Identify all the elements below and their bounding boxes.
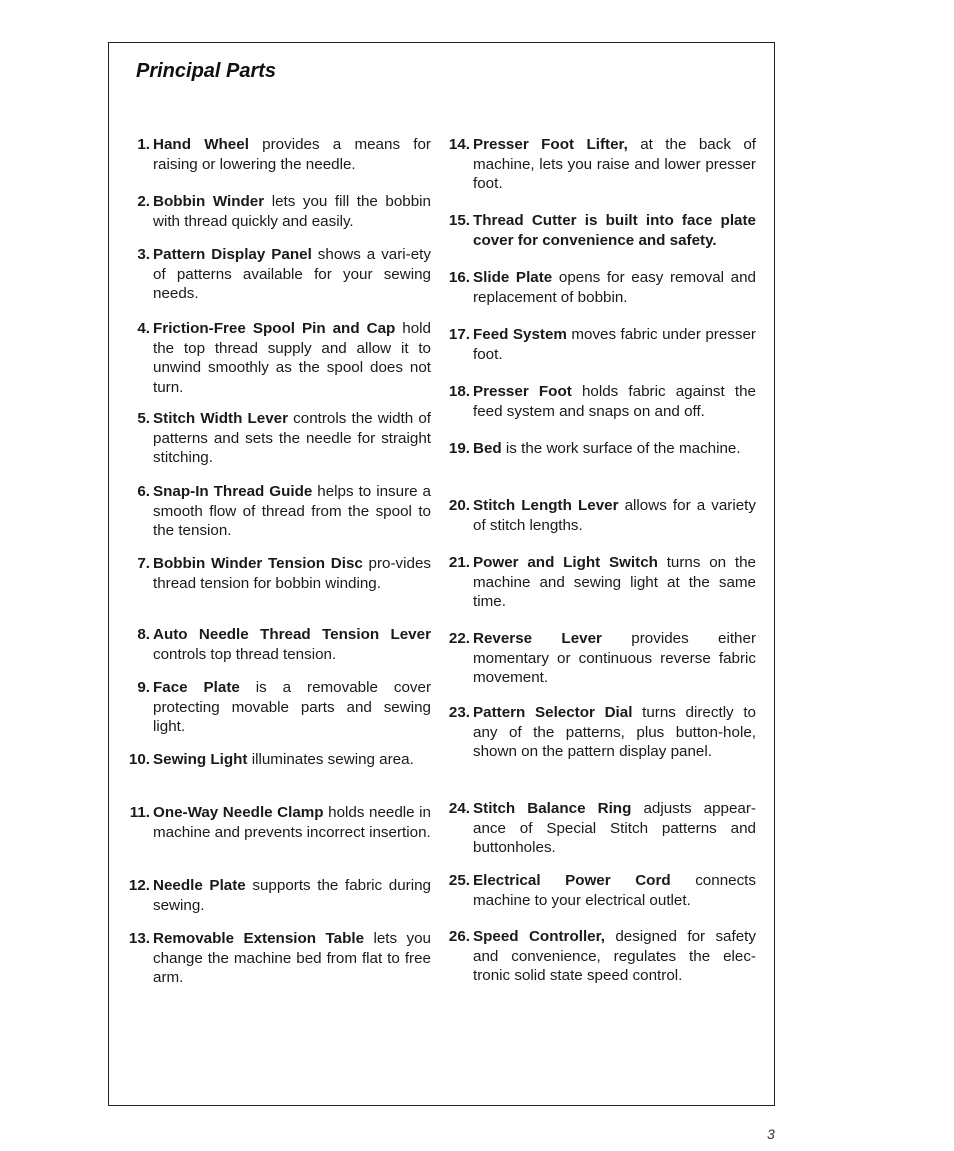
- part-item: [126, 625, 431, 664]
- item-number: 24.: [448, 800, 470, 817]
- item-number: 14.: [448, 136, 470, 153]
- part-item: [126, 750, 431, 770]
- part-item: [126, 245, 431, 304]
- item-number: 18.: [448, 383, 470, 400]
- part-item: [126, 929, 431, 988]
- item-number: 2.: [137, 193, 150, 210]
- item-description: moves fabric under presser foot.: [473, 326, 756, 363]
- part-item: [440, 135, 756, 194]
- item-term: Hand Wheel: [153, 136, 249, 153]
- item-number: 9.: [137, 679, 150, 696]
- part-item: [440, 629, 756, 688]
- part-item: [440, 268, 756, 307]
- item-term: Bobbin Winder Tension Disc: [153, 555, 363, 572]
- item-description: adjusts appear-ance of Special Stitch patterns and buttonholes.: [473, 800, 756, 856]
- part-item: [126, 678, 431, 737]
- item-description: connects machine to your electrical outlet.: [473, 872, 756, 909]
- item-number: 4.: [137, 320, 150, 337]
- item-term: Bobbin Winder: [153, 193, 265, 210]
- part-item: [440, 871, 756, 910]
- item-term: Electrical Power Cord: [473, 872, 671, 889]
- part-item: [126, 554, 431, 593]
- item-number: 1.: [137, 136, 150, 153]
- item-description: is a removable cover protecting movable parts and sewing light.: [153, 679, 431, 735]
- item-term: Needle Plate: [153, 877, 246, 894]
- item-description: holds fabric against the feed system and snaps on and off.: [473, 383, 756, 420]
- item-number: 11.: [129, 804, 150, 821]
- page-number: 3: [767, 1126, 775, 1142]
- item-term: Feed System: [473, 326, 567, 343]
- item-term: One-Way Needle Clamp: [153, 804, 324, 821]
- item-description: helps to insure a smooth flow of thread from the spool to the tension.: [153, 483, 431, 539]
- item-term: Slide Plate: [473, 269, 553, 286]
- item-description: shows a vari-ety of patterns available for your sewing needs.: [153, 246, 431, 302]
- item-description: hold the top thread supply and allow it to unwind smoothly as the spool does not turn.: [153, 320, 432, 396]
- item-number: 22.: [448, 630, 470, 647]
- item-description: opens for easy removal and replacement of bobbin.: [473, 269, 756, 306]
- item-number: 6.: [137, 483, 150, 500]
- part-item: [440, 703, 756, 762]
- item-term: Reverse Lever: [473, 630, 602, 647]
- item-number: 7.: [137, 555, 150, 572]
- item-number: 3.: [137, 246, 150, 263]
- item-number: 21.: [448, 554, 470, 571]
- part-item: [126, 135, 431, 174]
- part-item: [126, 192, 431, 231]
- item-term: Bed: [473, 440, 502, 457]
- item-term: Stitch Width Lever: [153, 410, 289, 427]
- part-item: [440, 927, 756, 986]
- item-term: Sewing Light: [153, 751, 248, 768]
- part-item: [126, 803, 431, 842]
- item-description: controls the width of patterns and sets the needle for straight stitching.: [153, 410, 431, 466]
- item-term: Thread Cutter: [473, 212, 577, 229]
- item-number: 20.: [448, 497, 470, 514]
- item-description: provides either momentary or continuous reverse fabric movement.: [473, 630, 757, 686]
- item-description: provides a means for raising or lowering the needle.: [153, 136, 431, 173]
- item-term: Removable Extension Table: [153, 930, 365, 947]
- item-description: lets you fill the bobbin with thread quickly and easily.: [153, 193, 432, 230]
- item-number: 19.: [448, 440, 470, 457]
- item-description: controls top thread tension.: [153, 645, 337, 663]
- item-number: 10.: [128, 751, 150, 768]
- item-number: 16.: [448, 269, 470, 286]
- page-title: Principal Parts: [136, 60, 277, 82]
- item-description: illuminates sewing area.: [247, 751, 414, 768]
- item-description: pro-vides thread tension for bobbin winding.: [153, 555, 431, 592]
- item-number: 13.: [128, 930, 150, 947]
- part-item: [440, 439, 756, 459]
- item-term: Pattern Display Panel: [153, 246, 312, 263]
- item-description: is the work surface of the machine.: [501, 440, 741, 457]
- part-item: [440, 325, 756, 364]
- item-number: 26.: [448, 928, 470, 945]
- item-term: Friction-Free Spool Pin and Cap: [153, 320, 396, 337]
- item-term: Power and Light Switch: [473, 554, 658, 571]
- part-item: [440, 211, 756, 250]
- part-item: [126, 876, 431, 915]
- item-description: designed for safety and convenience, regulates the elec-tronic solid state speed control.: [473, 928, 756, 984]
- item-description: is built into face plate cover for convenience and safety.: [473, 212, 756, 249]
- item-term: Speed Controller,: [473, 928, 605, 945]
- item-description: turns directly to any of the patterns, plus button-hole, shown on the pattern display panel.: [473, 704, 756, 760]
- item-term: Auto Needle Thread Tension Lever: [153, 626, 431, 643]
- item-term: Face Plate: [153, 679, 240, 696]
- part-item: [440, 799, 756, 858]
- item-number: 8.: [137, 626, 150, 643]
- part-item: [440, 382, 756, 421]
- part-item: [126, 409, 431, 468]
- item-term: Stitch Length Lever: [473, 497, 619, 514]
- item-term: Pattern Selector Dial: [473, 704, 633, 721]
- part-item: [440, 496, 756, 535]
- item-description: supports the fabric during sewing.: [153, 877, 431, 914]
- item-number: 12.: [128, 877, 150, 894]
- item-description: allows for a variety of stitch lengths.: [473, 497, 756, 534]
- part-item: [440, 553, 756, 612]
- item-number: 25.: [448, 872, 470, 889]
- item-description: holds needle in machine and prevents incorrect insertion.: [153, 804, 431, 841]
- item-number: 17.: [448, 326, 470, 343]
- item-term: Presser Foot Lifter,: [473, 136, 628, 153]
- item-number: 23.: [448, 704, 470, 721]
- item-number: 5.: [137, 410, 150, 427]
- item-term: Presser Foot: [473, 383, 572, 400]
- part-item: [126, 319, 431, 397]
- part-item: [126, 482, 431, 541]
- item-term: Snap-In Thread Guide: [153, 483, 313, 500]
- item-description: lets you change the machine bed from flat to free arm.: [153, 930, 431, 986]
- item-term: Stitch Balance Ring: [473, 800, 632, 817]
- item-number: 15.: [448, 212, 470, 229]
- item-description: turns on the machine and sewing light at the same time.: [473, 554, 756, 610]
- item-description: at the back of machine, lets you raise and lower presser foot.: [473, 136, 756, 192]
